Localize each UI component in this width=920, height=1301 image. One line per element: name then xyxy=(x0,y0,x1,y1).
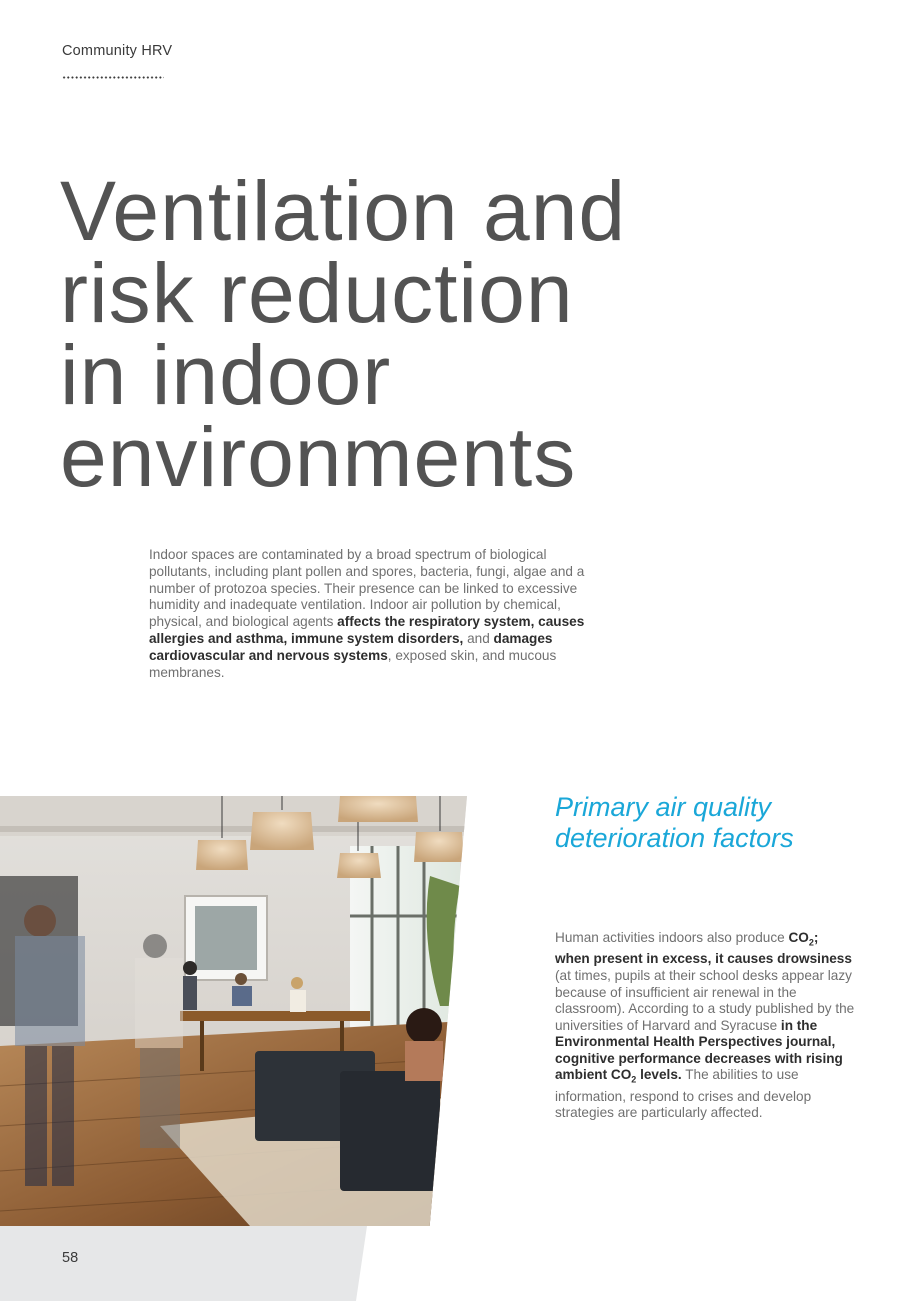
section-subtitle xyxy=(555,792,895,854)
dotted-divider xyxy=(62,76,164,79)
intro-bold-text: damages cardiovascular and nervous systems xyxy=(149,630,553,663)
page-title xyxy=(60,164,820,504)
section-label: Community HRV xyxy=(62,43,173,59)
body-text: The abilities to use information, respond to crises and develop strategies are particularly affected. xyxy=(555,1067,812,1121)
subtitle-line: Primary air quality xyxy=(555,792,772,822)
title-line: environments xyxy=(60,410,577,504)
title-line: risk reduction xyxy=(60,246,574,340)
body-bold-part: ; when present in excess, it causes drowsiness xyxy=(555,930,852,967)
title-line: in indoor xyxy=(60,328,392,422)
intro-paragraph xyxy=(149,547,589,681)
intro-text: Indoor spaces are contaminated by a broad spectrum of biological pollutants, including plant pollen and spores, bacteria, fungi, algae and a number of protozoa species. Their presence can be linked to excessive humidity and inadequate ventilation. Indoor air pollution by chemical, physical, and biological agents xyxy=(149,547,585,630)
subscript: 2 xyxy=(631,1075,637,1086)
intro-bold-text: affects the respiratory system, causes allergies and asthma, immune system disorders, xyxy=(149,614,585,646)
title-line: Ventilation and xyxy=(60,164,627,258)
body-bold-part: in the Environmental Health Perspectives journal, cognitive performance decreases with rising ambient CO xyxy=(555,1017,843,1083)
footer-band xyxy=(0,1226,367,1301)
subscript: 2 xyxy=(808,937,814,948)
intro-text: and xyxy=(463,630,494,646)
intro-text: , exposed skin, and mucous membranes. xyxy=(149,647,557,680)
subtitle-line: deterioration factors xyxy=(555,823,794,853)
body-text: Human activities indoors also produce xyxy=(555,930,789,945)
body-bold-part: CO xyxy=(788,930,809,945)
body-paragraph xyxy=(555,930,855,1122)
page-number: 58 xyxy=(62,1250,79,1266)
office-lounge-photo xyxy=(0,796,467,1226)
body-text: (at times, pupils at their school desks appear lazy because of insufficient air renewal in the classroom). According to a study published by the universities of Harvard and Syracuse xyxy=(555,967,855,1033)
body-bold-part: levels. xyxy=(636,1067,682,1083)
